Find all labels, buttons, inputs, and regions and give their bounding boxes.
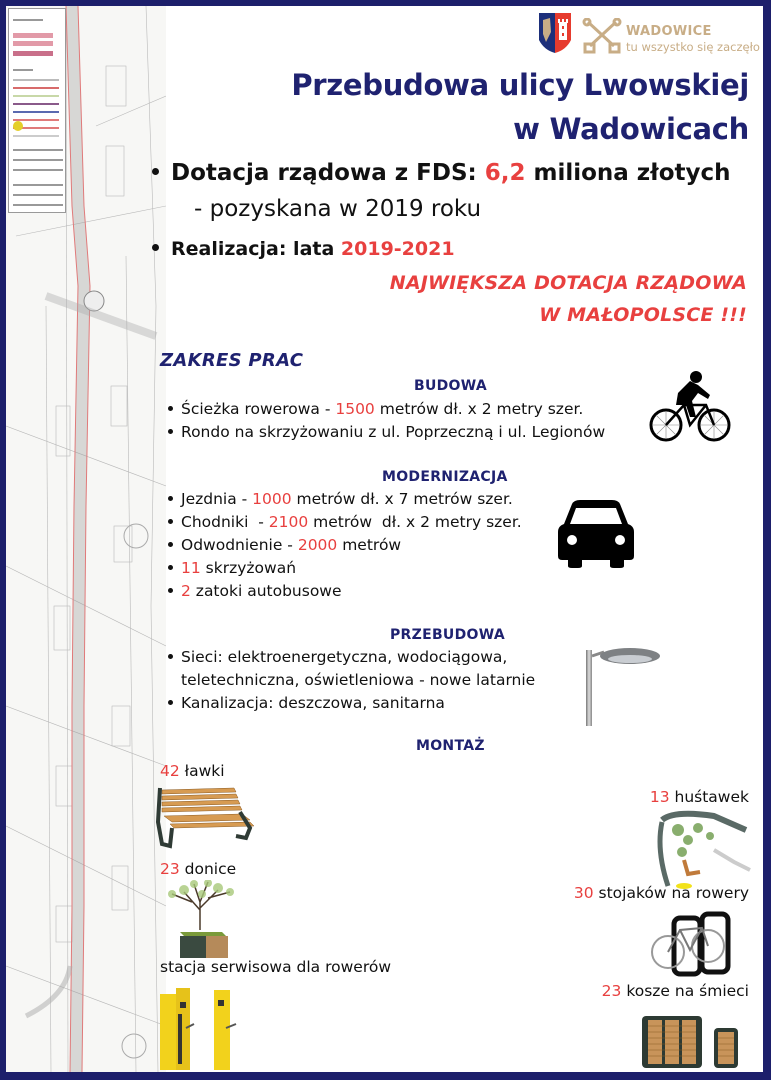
list-item: Chodniki - 2100 metrów dł. x 2 metry szer. (168, 511, 522, 534)
slogan-line-1: NAJWIĘKSZA DOTACJA RZĄDOWA (389, 272, 747, 294)
list-item: 2 zatoki autobusowe (168, 580, 522, 603)
list-item: Odwodnienie - 2000 metrów (168, 534, 522, 557)
list-item: Sieci: elektroenergetyczna, wodociągowa, (168, 646, 535, 669)
list-item: Ścieżka rowerowa - 1500 metrów dł. x 2 metry szer. (168, 398, 605, 421)
list-item: Jezdnia - 1000 metrów dł. x 7 metrów szer. (168, 488, 522, 511)
list-item-continuation: teletechniczna, oświetleniowa - nowe latarnie (181, 671, 536, 689)
bench-image (150, 784, 260, 852)
trash-bins-label: 23 kosze na śmieci (601, 982, 749, 1000)
map-legend (8, 8, 66, 213)
bike-rack-image (646, 910, 742, 982)
section-heading-budowa: BUDOWA (414, 378, 488, 394)
budowa-list (168, 398, 605, 444)
page-title-line-1: Przebudowa ulicy Lwowskiej (291, 68, 749, 102)
trash-bins-image (638, 1006, 748, 1070)
planters-label: 23 donice (160, 860, 237, 878)
brand-name: WADOWICE (626, 24, 712, 39)
funding-label: Dotacja rządowa z FDS: (171, 160, 485, 186)
realization-line (152, 238, 455, 260)
road-plan-map (6, 6, 166, 1072)
realization-label: Realizacja: lata (171, 238, 341, 260)
brand-tagline: tu wszystko się zaczęło (626, 40, 760, 54)
bullet-icon (152, 244, 159, 251)
scope-heading: ZAKRES PRAC (160, 350, 304, 371)
bike-racks-label: 30 stojaków na rowery (573, 884, 749, 902)
section-heading-przebudowa: PRZEBUDOWA (390, 627, 505, 643)
section-heading-montaz: MONTAŻ (416, 738, 485, 754)
benches-label: 42 ławki (160, 762, 225, 780)
bike-service-station-image (156, 984, 256, 1070)
funding-line (152, 160, 731, 186)
crossed-keys-icon (582, 18, 622, 54)
list-item: Rondo na skrzyżowaniu z ul. Poprzeczną i ul. Legionów (168, 421, 605, 444)
swing-image (654, 810, 754, 890)
funding-subline: - pozyskana w 2019 roku (194, 196, 482, 222)
poster (6, 6, 763, 1072)
street-lamp-icon (582, 646, 662, 726)
planter-image (158, 880, 244, 960)
cyclist-icon (646, 371, 732, 443)
realization-years: 2019-2021 (340, 238, 455, 260)
przebudowa-list (168, 646, 535, 715)
funding-amount: 6,2 (484, 160, 526, 186)
bullet-icon (152, 168, 159, 175)
car-icon (558, 500, 634, 568)
page-title-line-2: w Wadowicach (513, 112, 749, 146)
wadowice-logo (538, 12, 763, 58)
coat-of-arms-icon (538, 12, 572, 54)
funding-unit: miliona złotych (525, 160, 731, 186)
list-item: Kanalizacja: deszczowa, sanitarna (168, 692, 535, 715)
modernizacja-list (168, 488, 522, 603)
swings-label: 13 huśtawek (649, 788, 749, 806)
list-item: 11 skrzyżowań (168, 557, 522, 580)
section-heading-modernizacja: MODERNIZACJA (382, 469, 508, 485)
slogan-line-2: W MAŁOPOLSCE !!! (539, 304, 747, 326)
bike-service-station-label: stacja serwisowa dla rowerów (160, 958, 392, 976)
